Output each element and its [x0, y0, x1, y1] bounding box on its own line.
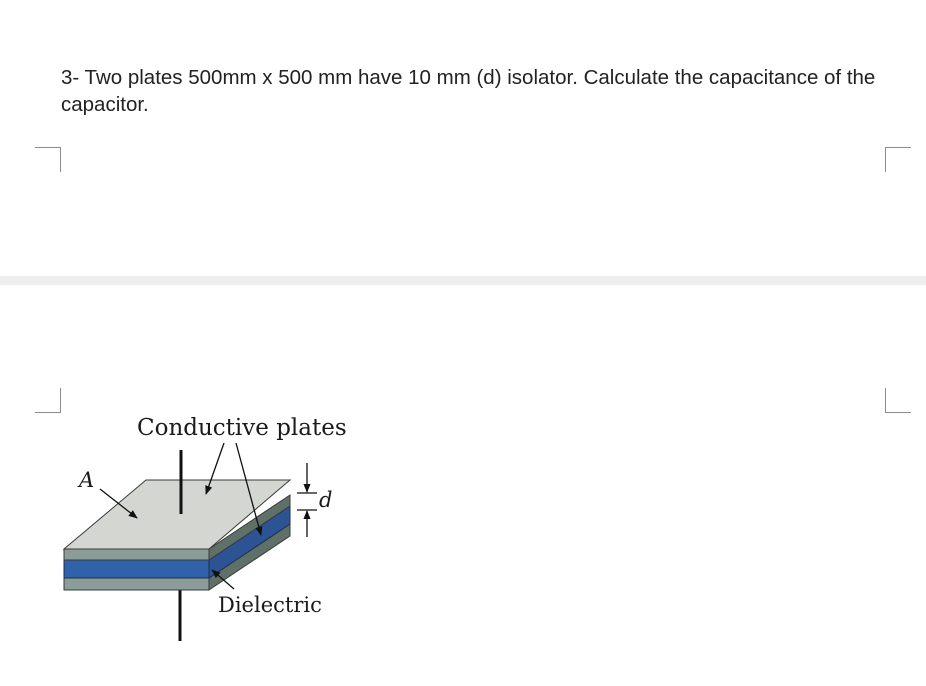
dielectric-label: Dielectric	[218, 593, 322, 617]
document-page-2	[0, 285, 926, 686]
conductive-plates-label: Conductive plates	[137, 415, 347, 441]
top-plate-front	[64, 549, 209, 560]
page-break-gap	[0, 276, 926, 285]
margin-corner-top-right	[885, 147, 911, 172]
question-text: 3- Two plates 500mm x 500 mm have 10 mm (d) isolator. Calculate the capacitance of the capacitor.	[61, 66, 876, 116]
distance-label: d	[319, 488, 333, 512]
capacitor-diagram	[0, 285, 926, 686]
area-label: A	[79, 468, 95, 492]
bottom-plate-front	[64, 578, 209, 590]
margin-corner-top-left	[35, 147, 61, 172]
document-page-1	[0, 0, 926, 276]
dielectric-front	[64, 560, 209, 578]
